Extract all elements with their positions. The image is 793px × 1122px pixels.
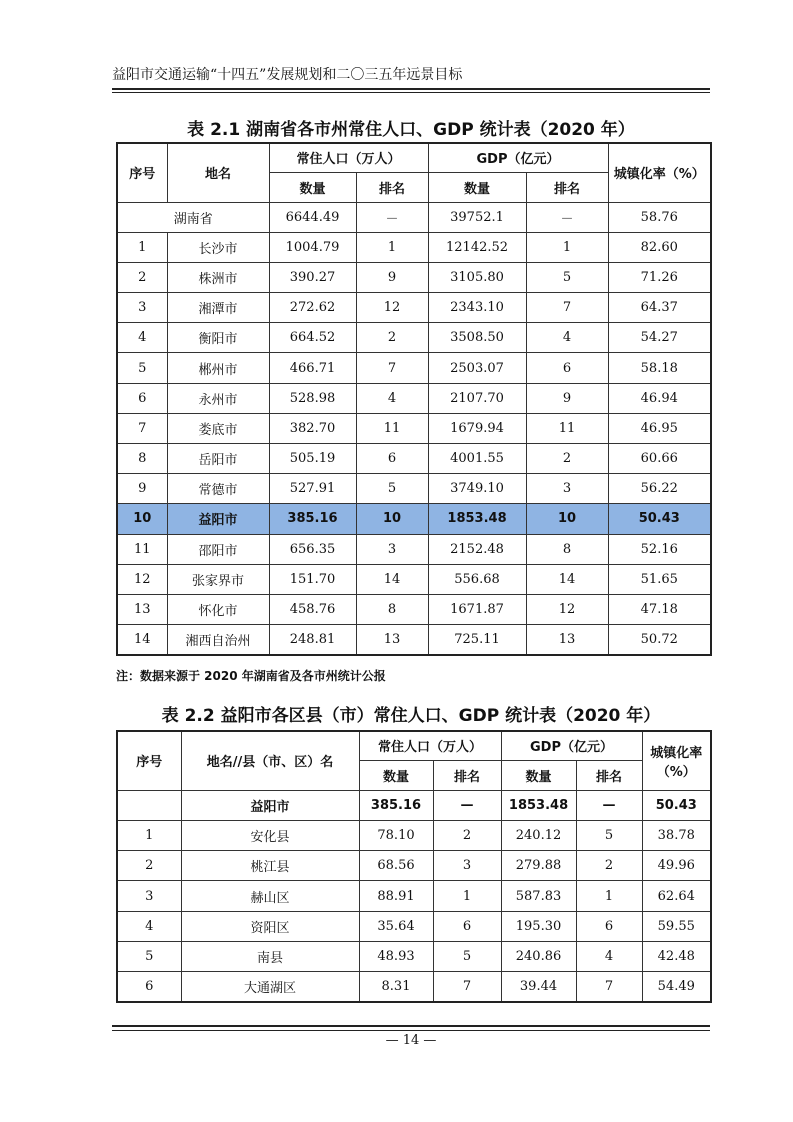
table-row bbox=[117, 594, 711, 624]
cell-urban: 42.48 bbox=[642, 941, 711, 971]
cell-gdp-rank: 6 bbox=[576, 911, 642, 941]
cell-pop: 656.35 bbox=[269, 534, 356, 564]
county-stats-table bbox=[116, 730, 712, 1003]
table-row bbox=[117, 262, 711, 292]
cell-gdp: 2107.70 bbox=[428, 383, 526, 413]
cell-gdp-rank: 9 bbox=[526, 383, 608, 413]
cell-gdp-rank: 4 bbox=[526, 323, 608, 353]
cell-gdp: 240.12 bbox=[501, 820, 576, 850]
cell-name: 益阳市 bbox=[167, 504, 269, 534]
header-gdp-rank: 排名 bbox=[526, 172, 608, 202]
cell-gdp: 1679.94 bbox=[428, 413, 526, 443]
province-pop-rank: － bbox=[356, 202, 428, 232]
cell-gdp-rank: 3 bbox=[526, 474, 608, 504]
cell-pop-rank: 7 bbox=[356, 353, 428, 383]
cell-name: 湘西自治州 bbox=[167, 625, 269, 655]
table-row bbox=[117, 413, 711, 443]
table-row bbox=[117, 820, 711, 850]
cell-gdp: 556.68 bbox=[428, 564, 526, 594]
cell-pop-rank: 6 bbox=[356, 444, 428, 474]
cell-pop: 458.76 bbox=[269, 594, 356, 624]
table-row bbox=[117, 232, 711, 262]
header-pop-qty: 数量 bbox=[269, 172, 356, 202]
cell-no: 11 bbox=[117, 534, 167, 564]
table-row bbox=[117, 564, 711, 594]
cell-gdp: 2503.07 bbox=[428, 353, 526, 383]
page-number: — 14 — bbox=[385, 1033, 437, 1048]
cell-pop: 664.52 bbox=[269, 323, 356, 353]
header-gdp-qty: 数量 bbox=[501, 760, 576, 790]
cell-gdp: 240.86 bbox=[501, 941, 576, 971]
table-row bbox=[117, 323, 711, 353]
city-name: 益阳市 bbox=[181, 790, 359, 820]
cell-pop-rank: 14 bbox=[356, 564, 428, 594]
cell-pop-rank: 5 bbox=[356, 474, 428, 504]
cell-no: 14 bbox=[117, 625, 167, 655]
cell-gdp: 39.44 bbox=[501, 972, 576, 1002]
cell-gdp-rank: 5 bbox=[526, 262, 608, 292]
cell-urban: 50.72 bbox=[608, 625, 711, 655]
cell-pop-rank: 6 bbox=[433, 911, 501, 941]
cell-no: 6 bbox=[117, 972, 181, 1002]
city-gdp-rank: — bbox=[576, 790, 642, 820]
cell-pop-rank: 4 bbox=[356, 383, 428, 413]
cell-no: 4 bbox=[117, 911, 181, 941]
cell-name: 赫山区 bbox=[181, 881, 359, 911]
header-gdp: GDP（亿元） bbox=[501, 731, 642, 760]
cell-gdp-rank: 11 bbox=[526, 413, 608, 443]
table-row bbox=[117, 851, 711, 881]
cell-pop: 528.98 bbox=[269, 383, 356, 413]
cell-pop-rank: 5 bbox=[433, 941, 501, 971]
cell-pop-rank: 3 bbox=[433, 851, 501, 881]
cell-name: 张家界市 bbox=[167, 564, 269, 594]
cell-urban: 46.94 bbox=[608, 383, 711, 413]
cell-urban: 47.18 bbox=[608, 594, 711, 624]
cell-urban: 62.64 bbox=[642, 881, 711, 911]
cell-name: 怀化市 bbox=[167, 594, 269, 624]
table-row bbox=[117, 534, 711, 564]
table-row bbox=[117, 383, 711, 413]
cell-name: 常德市 bbox=[167, 474, 269, 504]
cell-pop: 248.81 bbox=[269, 625, 356, 655]
province-gdp: 39752.1 bbox=[428, 202, 526, 232]
cell-name: 湘潭市 bbox=[167, 293, 269, 323]
cell-pop: 390.27 bbox=[269, 262, 356, 292]
cell-no: 10 bbox=[117, 504, 167, 534]
cell-no: 3 bbox=[117, 881, 181, 911]
table-row bbox=[117, 881, 711, 911]
cell-pop-rank: 3 bbox=[356, 534, 428, 564]
cell-name: 衡阳市 bbox=[167, 323, 269, 353]
cell-pop-rank: 2 bbox=[356, 323, 428, 353]
cell-pop: 466.71 bbox=[269, 353, 356, 383]
cell-urban: 60.66 bbox=[608, 444, 711, 474]
cell-urban: 54.27 bbox=[608, 323, 711, 353]
cell-no: 1 bbox=[117, 820, 181, 850]
table-row bbox=[117, 293, 711, 323]
province-gdp-rank: － bbox=[526, 202, 608, 232]
cell-name: 安化县 bbox=[181, 820, 359, 850]
city-no bbox=[117, 790, 181, 820]
cell-pop-rank: 8 bbox=[356, 594, 428, 624]
header-gdp-rank: 排名 bbox=[576, 760, 642, 790]
cell-urban: 38.78 bbox=[642, 820, 711, 850]
cell-gdp-rank: 14 bbox=[526, 564, 608, 594]
cell-pop: 78.10 bbox=[359, 820, 433, 850]
header-pop-rank: 排名 bbox=[433, 760, 501, 790]
header-gdp-qty: 数量 bbox=[428, 172, 526, 202]
table1-caption: 表 2.1 湖南省各市州常住人口、GDP 统计表（2020 年） bbox=[187, 120, 635, 140]
cell-no: 13 bbox=[117, 594, 167, 624]
cell-gdp-rank: 5 bbox=[576, 820, 642, 850]
cell-gdp-rank: 2 bbox=[526, 444, 608, 474]
cell-pop: 35.64 bbox=[359, 911, 433, 941]
cell-gdp-rank: 4 bbox=[576, 941, 642, 971]
cell-name: 郴州市 bbox=[167, 353, 269, 383]
header-name: 地名 bbox=[167, 143, 269, 202]
cell-gdp-rank: 6 bbox=[526, 353, 608, 383]
cell-gdp-rank: 2 bbox=[576, 851, 642, 881]
cell-name: 永州市 bbox=[167, 383, 269, 413]
header-urbanization: 城镇化率（%） bbox=[608, 143, 711, 202]
city-total-row bbox=[117, 790, 711, 820]
cell-no: 6 bbox=[117, 383, 167, 413]
cell-urban: 82.60 bbox=[608, 232, 711, 262]
city-urban: 50.43 bbox=[642, 790, 711, 820]
province-name: 湖南省 bbox=[117, 202, 269, 232]
cell-no: 5 bbox=[117, 941, 181, 971]
province-total-row bbox=[117, 202, 711, 232]
cell-pop: 385.16 bbox=[269, 504, 356, 534]
cell-gdp-rank: 10 bbox=[526, 504, 608, 534]
city-pop: 385.16 bbox=[359, 790, 433, 820]
header-name: 地名//县（市、区）名 bbox=[181, 731, 359, 790]
table-row bbox=[117, 972, 711, 1002]
cell-pop: 8.31 bbox=[359, 972, 433, 1002]
cell-name: 邵阳市 bbox=[167, 534, 269, 564]
header-gdp: GDP（亿元） bbox=[428, 143, 608, 172]
header-population: 常住人口（万人） bbox=[269, 143, 428, 172]
table-row bbox=[117, 625, 711, 655]
cell-gdp: 2343.10 bbox=[428, 293, 526, 323]
cell-urban: 59.55 bbox=[642, 911, 711, 941]
cell-gdp: 2152.48 bbox=[428, 534, 526, 564]
cell-pop-rank: 7 bbox=[433, 972, 501, 1002]
cell-name: 株洲市 bbox=[167, 262, 269, 292]
header-pop-rank: 排名 bbox=[356, 172, 428, 202]
province-urban: 58.76 bbox=[608, 202, 711, 232]
cell-no: 7 bbox=[117, 413, 167, 443]
cell-urban: 58.18 bbox=[608, 353, 711, 383]
cell-gdp: 195.30 bbox=[501, 911, 576, 941]
cell-pop: 48.93 bbox=[359, 941, 433, 971]
cell-gdp-rank: 1 bbox=[576, 881, 642, 911]
cell-pop-rank: 1 bbox=[433, 881, 501, 911]
table-row bbox=[117, 474, 711, 504]
cell-name: 大通湖区 bbox=[181, 972, 359, 1002]
cell-gdp: 12142.52 bbox=[428, 232, 526, 262]
cell-urban: 56.22 bbox=[608, 474, 711, 504]
cell-name: 桃江县 bbox=[181, 851, 359, 881]
cell-pop-rank: 9 bbox=[356, 262, 428, 292]
cell-name: 资阳区 bbox=[181, 911, 359, 941]
cell-urban: 54.49 bbox=[642, 972, 711, 1002]
table-row bbox=[117, 911, 711, 941]
cell-no: 4 bbox=[117, 323, 167, 353]
cell-pop-rank: 2 bbox=[433, 820, 501, 850]
province-pop: 6644.49 bbox=[269, 202, 356, 232]
cell-gdp-rank: 1 bbox=[526, 232, 608, 262]
cell-urban: 64.37 bbox=[608, 293, 711, 323]
table-row bbox=[117, 941, 711, 971]
header-no: 序号 bbox=[117, 143, 167, 202]
cell-gdp: 279.88 bbox=[501, 851, 576, 881]
document-header: 益阳市交通运输“十四五”发展规划和二〇三五年远景目标 bbox=[112, 67, 463, 83]
cell-urban: 52.16 bbox=[608, 534, 711, 564]
header-pop-qty: 数量 bbox=[359, 760, 433, 790]
cell-gdp: 3105.80 bbox=[428, 262, 526, 292]
table-row bbox=[117, 353, 711, 383]
cell-pop-rank: 11 bbox=[356, 413, 428, 443]
header-urbanization: 城镇化率（%） bbox=[642, 731, 711, 790]
cell-no: 2 bbox=[117, 262, 167, 292]
cell-name: 长沙市 bbox=[167, 232, 269, 262]
cell-gdp: 3508.50 bbox=[428, 323, 526, 353]
footer-rule bbox=[112, 1025, 710, 1027]
cell-no: 9 bbox=[117, 474, 167, 504]
cell-pop: 382.70 bbox=[269, 413, 356, 443]
cell-pop: 272.62 bbox=[269, 293, 356, 323]
cell-pop: 68.56 bbox=[359, 851, 433, 881]
cell-pop-rank: 12 bbox=[356, 293, 428, 323]
cell-gdp: 725.11 bbox=[428, 625, 526, 655]
cell-gdp-rank: 8 bbox=[526, 534, 608, 564]
header-population: 常住人口（万人） bbox=[359, 731, 501, 760]
cell-no: 1 bbox=[117, 232, 167, 262]
cell-pop: 88.91 bbox=[359, 881, 433, 911]
cell-no: 12 bbox=[117, 564, 167, 594]
cell-gdp: 1853.48 bbox=[428, 504, 526, 534]
cell-pop: 527.91 bbox=[269, 474, 356, 504]
cell-name: 岳阳市 bbox=[167, 444, 269, 474]
cell-gdp-rank: 7 bbox=[576, 972, 642, 1002]
cell-urban: 49.96 bbox=[642, 851, 711, 881]
cell-pop: 505.19 bbox=[269, 444, 356, 474]
cell-no: 8 bbox=[117, 444, 167, 474]
cell-name: 南县 bbox=[181, 941, 359, 971]
table-row bbox=[117, 444, 711, 474]
cell-gdp: 587.83 bbox=[501, 881, 576, 911]
cell-gdp: 4001.55 bbox=[428, 444, 526, 474]
cell-gdp-rank: 12 bbox=[526, 594, 608, 624]
cell-gdp: 1671.87 bbox=[428, 594, 526, 624]
cell-urban: 71.26 bbox=[608, 262, 711, 292]
cell-pop: 151.70 bbox=[269, 564, 356, 594]
cell-pop-rank: 13 bbox=[356, 625, 428, 655]
cell-pop: 1004.79 bbox=[269, 232, 356, 262]
cell-no: 3 bbox=[117, 293, 167, 323]
cell-name: 娄底市 bbox=[167, 413, 269, 443]
header-rule bbox=[112, 88, 710, 90]
cell-urban: 51.65 bbox=[608, 564, 711, 594]
cell-no: 2 bbox=[117, 851, 181, 881]
header-no: 序号 bbox=[117, 731, 181, 790]
table-row-highlighted bbox=[117, 504, 711, 534]
cell-urban: 46.95 bbox=[608, 413, 711, 443]
footer-rule-thin bbox=[112, 1030, 710, 1031]
data-source-note: 注：数据来源于 2020 年湖南省及各市州统计公报 bbox=[116, 669, 386, 683]
cell-gdp-rank: 13 bbox=[526, 625, 608, 655]
header-rule-thin bbox=[112, 92, 710, 93]
city-gdp: 1853.48 bbox=[501, 790, 576, 820]
cell-gdp: 3749.10 bbox=[428, 474, 526, 504]
cell-pop-rank: 1 bbox=[356, 232, 428, 262]
city-pop-rank: — bbox=[433, 790, 501, 820]
cell-no: 5 bbox=[117, 353, 167, 383]
cell-urban: 50.43 bbox=[608, 504, 711, 534]
cell-pop-rank: 10 bbox=[356, 504, 428, 534]
table2-caption: 表 2.2 益阳市各区县（市）常住人口、GDP 统计表（2020 年） bbox=[161, 706, 661, 726]
cell-gdp-rank: 7 bbox=[526, 293, 608, 323]
province-stats-table bbox=[116, 142, 712, 656]
